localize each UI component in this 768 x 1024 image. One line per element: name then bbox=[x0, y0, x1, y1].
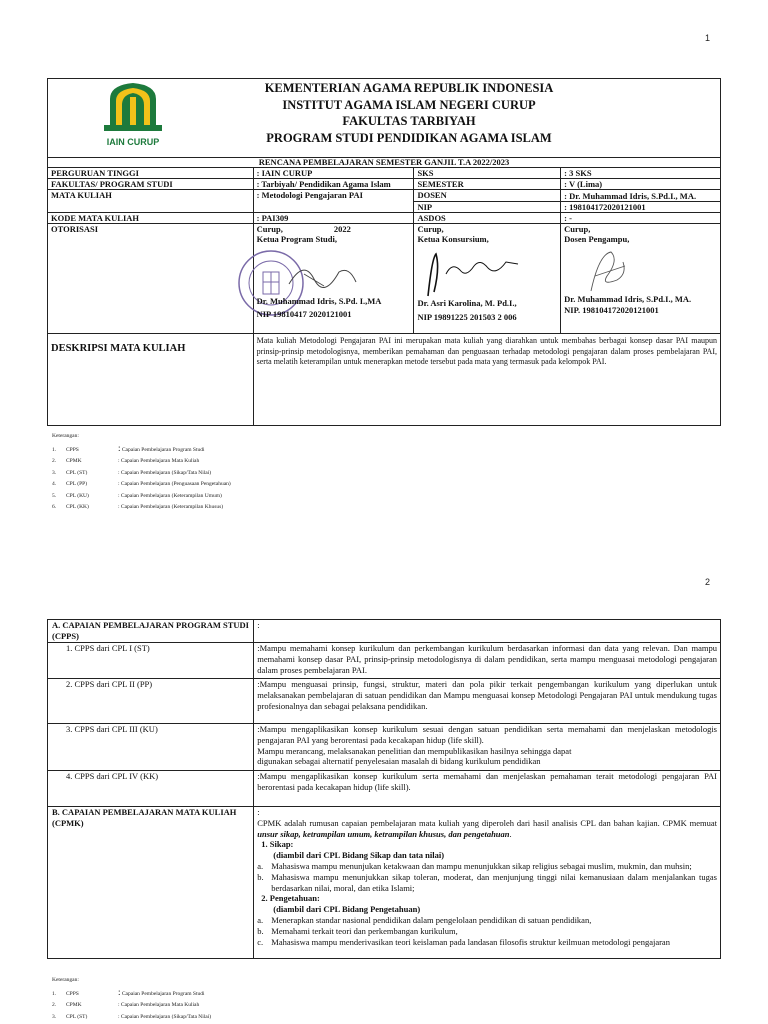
header-line-2: INSTITUT AGAMA ISLAM NEGERI CURUP bbox=[282, 97, 536, 112]
cpps-table bbox=[47, 619, 721, 959]
label-fakultas: FAKULTAS/ PROGRAM STUDI bbox=[48, 179, 254, 190]
label-mata-kuliah: MATA KULIAH bbox=[48, 190, 254, 213]
otorisasi-kaprodi bbox=[253, 224, 414, 334]
value-kode-mk: : PAI309 bbox=[253, 213, 414, 224]
label-dosen: DOSEN bbox=[414, 190, 561, 202]
dosen-title: Dosen Pengampu, bbox=[564, 234, 630, 244]
note-item: 3. CPL (ST) : Capaian Pembelajaran (Sikap/Tata Nilai) bbox=[52, 1013, 212, 1020]
value-dosen: : Dr. Muhammad Idris, S.Pd.I., MA. bbox=[561, 190, 721, 202]
label-kode-mk: KODE MATA KULIAH bbox=[48, 213, 254, 224]
label-perguruan-tinggi: PERGURUAN TINGGI bbox=[48, 168, 254, 179]
note-item: 1. CPPS : Capaian Pembelajaran Program Studi bbox=[52, 986, 205, 997]
institution-header bbox=[98, 79, 720, 146]
cpps-label-3: 3. CPPS dari CPL III (KU) bbox=[48, 724, 254, 771]
value-fakultas: : Tarbiyah/ Pendidikan Agama Islam bbox=[253, 179, 414, 190]
cpps-text-2: :Mampu menguasai prinsip, fungsi, struktur, materi dan pola pikir terkait pengembangan kurikulum yang diperlukan untuk melaksanakan pembelajaran di satuan pendidikan dan Mampu menguasai konsep Metodologi Pengajaran PAI untuk mendukung tugas profesionalnya dan sebagai pelaksana pendidikan. bbox=[254, 679, 721, 724]
section-a-title: A. CAPAIAN PEMBELAJARAN PROGRAM STUDI (CPPS) bbox=[48, 620, 254, 643]
cpps-text-1: :Mampu memahami konsep kurikulum dan perkembangan kurikulum berdasarkan informasi dan data yang relevan. Dan mampu memahami konsep dasar PAI, prinsip-prinsip metodologisnya di dalam pendidikan, serta mampu menguasai metodologi pengajaran dalam proses pembelajaran PAI. bbox=[254, 643, 721, 679]
label-asdos: ASDOS bbox=[414, 213, 561, 224]
konsursium-nip: NIP 19891225 201503 2 006 bbox=[417, 312, 517, 322]
kaprodi-name: Dr. Muhammad Idris, S.Pd. I.,MA bbox=[256, 296, 382, 306]
cpps-label-2: 2. CPPS dari CPL II (PP) bbox=[48, 679, 254, 724]
deskripsi-text: Mata kuliah Metodologi Pengajaran PAI ini merupakan mata kuliah yang diarahkan untuk membahas berbagai konsep dasar PAI maupun prinsip-prinsip metodologisnya, memberikan pemahaman dan penguasaan terhadap metodologi pengajaran dalam proses pembelajaran PAI, serta melatih keterampilan untuk menerapkan metode tersebut pada mata yang termasuk pada kelompok PAI. bbox=[253, 334, 720, 426]
pengetahuan-item: c. Mahasiswa mampu menderivasikan teori keislaman pada landasan filosofis struktur keilmuan metodologi pengajaran bbox=[257, 936, 670, 947]
pengetahuan-subheading: (diambil dari CPL Bidang Pengetahuan) bbox=[273, 904, 421, 915]
value-mata-kuliah: : Metodologi Pengajaran PAI bbox=[253, 190, 414, 213]
page-number-2: 2 bbox=[704, 577, 710, 587]
notes-page2 bbox=[52, 975, 211, 1023]
notes-title: Keterangan: bbox=[52, 977, 79, 983]
cpps-cell-3 bbox=[254, 724, 721, 771]
cpps-label-1: 1. CPPS dari CPL I (ST) bbox=[48, 643, 254, 679]
page1-frame bbox=[47, 78, 721, 426]
section-b-colon: : bbox=[257, 807, 260, 817]
page-number-1: 1 bbox=[704, 33, 710, 43]
sikap-heading: 1. Sikap: bbox=[261, 839, 294, 850]
otorisasi-konsursium bbox=[414, 224, 561, 334]
pengetahuan-item: a. Menerapkan standar nasional pendidikan dalam pengelolaan pendidikan di satuan pendidikan, bbox=[257, 914, 592, 925]
dosen-nip: NIP. 198104172020121001 bbox=[564, 305, 659, 315]
value-perguruan-tinggi: : IAIN CURUP bbox=[253, 168, 414, 179]
header-line-4: PROGRAM STUDI PENDIDIKAN AGAMA ISLAM bbox=[266, 130, 552, 145]
section-a-colon: : bbox=[254, 620, 721, 643]
sikap-subheading: (diambil dari CPL Bidang Sikap dan tata nilai) bbox=[273, 850, 445, 861]
cpmk-intro: CPMK adalah rumusan capaian pembelajaran mata kuliah yang diperoleh dari hasil analisis CPL dan bahan kajian. CPMK memuat unsur sikap, ketrampilan umum, ketrampilan khusus, dan pengetahuan. bbox=[257, 817, 717, 839]
header-line-1: KEMENTERIAN AGAMA REPUBLIK INDONESIA bbox=[264, 81, 554, 95]
header-block bbox=[47, 78, 721, 157]
dosen-date: Curup, bbox=[564, 224, 591, 234]
cpps-text-4: :Mampu mengaplikasikan konsep kurikulum serta memahami dan menjelaskan pemahaman terait metodologi pengajaran PAI berorentasi pada kecakapan hidup (life skill). bbox=[254, 771, 721, 807]
rps-subtitle: RENCANA PEMBELAJARAN SEMESTER GANJIL T.A 2022/2023 bbox=[48, 158, 721, 168]
notes-title: Keterangan: bbox=[52, 433, 79, 439]
kaprodi-nip: NIP 19810417 2020121001 bbox=[256, 309, 352, 319]
value-semester: : V (Lima) bbox=[561, 179, 721, 190]
kaprodi-date: Curup, 2022 bbox=[256, 224, 351, 234]
note-item: 3. CPL (ST) : Capaian Pembelajaran (Sikap/Tata Nilai) bbox=[52, 469, 212, 476]
value-nip: : 198104172020121001 bbox=[561, 202, 721, 213]
konsursium-date: Curup, bbox=[417, 224, 444, 234]
note-item: 6. CPL (KK) : Capaian Pembelajaran (Keterampilan Khusus) bbox=[52, 504, 224, 510]
pengetahuan-heading: 2. Pengetahuan: bbox=[261, 893, 320, 904]
label-nip: NIP bbox=[414, 202, 561, 213]
label-otorisasi: OTORISASI bbox=[48, 224, 254, 334]
dosen-signature-icon bbox=[581, 246, 641, 296]
notes-page1 bbox=[52, 431, 231, 514]
note-item: 2. CPMK : Capaian Pembelajaran Mata Kuliah bbox=[52, 458, 200, 464]
kaprodi-title: Ketua Program Studi, bbox=[256, 234, 337, 244]
cpps-text-3b: Mampu merancang, melaksanakan penelitian dan mempublikasikan hasilnya sehingga dapat bbox=[257, 745, 572, 756]
course-info-table bbox=[47, 157, 721, 426]
note-item: 2. CPMK : Capaian Pembelajaran Mata Kuliah bbox=[52, 1002, 200, 1008]
konsursium-title: Ketua Konsursium, bbox=[417, 234, 489, 244]
header-line-3: FAKULTAS TARBIYAH bbox=[342, 114, 476, 128]
sikap-item: b. Mahasiswa mampu menunjukkan sikap toleran, moderat, dan menjunjung tinggi nilai kemanusiaan dalam menjalankan tugas berdasarkan nilai, moral, dan etika Islami; bbox=[257, 871, 717, 893]
konsursium-name: Dr. Asri Karolina, M. Pd.I., bbox=[417, 298, 517, 308]
logo-emblem-icon bbox=[98, 81, 168, 133]
note-item: 4. CPL (PP) : Capaian Pembelajaran (Penguasaan Pengetahuan) bbox=[52, 481, 231, 487]
konsursium-signature-icon bbox=[418, 248, 528, 298]
cpps-text-3: :Mampu mengaplikasikan konsep kurikulum sesuai dengan satuan pendidikan serta memahami dan menjelaskan metodologis pengajaran PAI yang berorentasi pada kecakapan hidup (life skill). bbox=[257, 724, 717, 745]
kaprodi-signature-icon bbox=[284, 254, 364, 294]
note-item: 1. CPPS : Capaian Pembelajaran Program Studi bbox=[52, 442, 205, 453]
label-semester: SEMESTER bbox=[414, 179, 561, 190]
pengetahuan-item: b. Memahami terkait teori dan perkembangan kurikulum, bbox=[257, 925, 458, 936]
sikap-item: a. Mahasiswa mampu menunjukan ketakwaan dan mampu menunjukkan sikap religius sebagai muslim, mukmin, dan muhsin; bbox=[257, 860, 692, 871]
cpmk-cell bbox=[254, 807, 721, 959]
label-sks: SKS bbox=[414, 168, 561, 179]
otorisasi-dosen bbox=[561, 224, 721, 334]
logo-text: IAIN CURUP bbox=[106, 137, 160, 147]
cpps-label-4: 4. CPPS dari CPL IV (KK) bbox=[48, 771, 254, 807]
label-deskripsi: DESKRIPSI MATA KULIAH bbox=[48, 334, 254, 426]
value-sks: : 3 SKS bbox=[561, 168, 721, 179]
note-item: 5. CPL (KU) : Capaian Pembelajaran (Keterampilan Umum) bbox=[52, 492, 222, 499]
dosen-name: Dr. Muhammad Idris, S.Pd.I., MA. bbox=[564, 294, 692, 304]
section-b-title: B. CAPAIAN PEMBELAJARAN MATA KULIAH (CPMK) bbox=[48, 807, 254, 959]
value-asdos: : - bbox=[561, 213, 721, 224]
iain-logo bbox=[98, 81, 168, 145]
cpps-text-3c: digunakan sebagai alternatif penyelesaian masalah di bidang kurikulum pendidikan bbox=[257, 756, 541, 767]
